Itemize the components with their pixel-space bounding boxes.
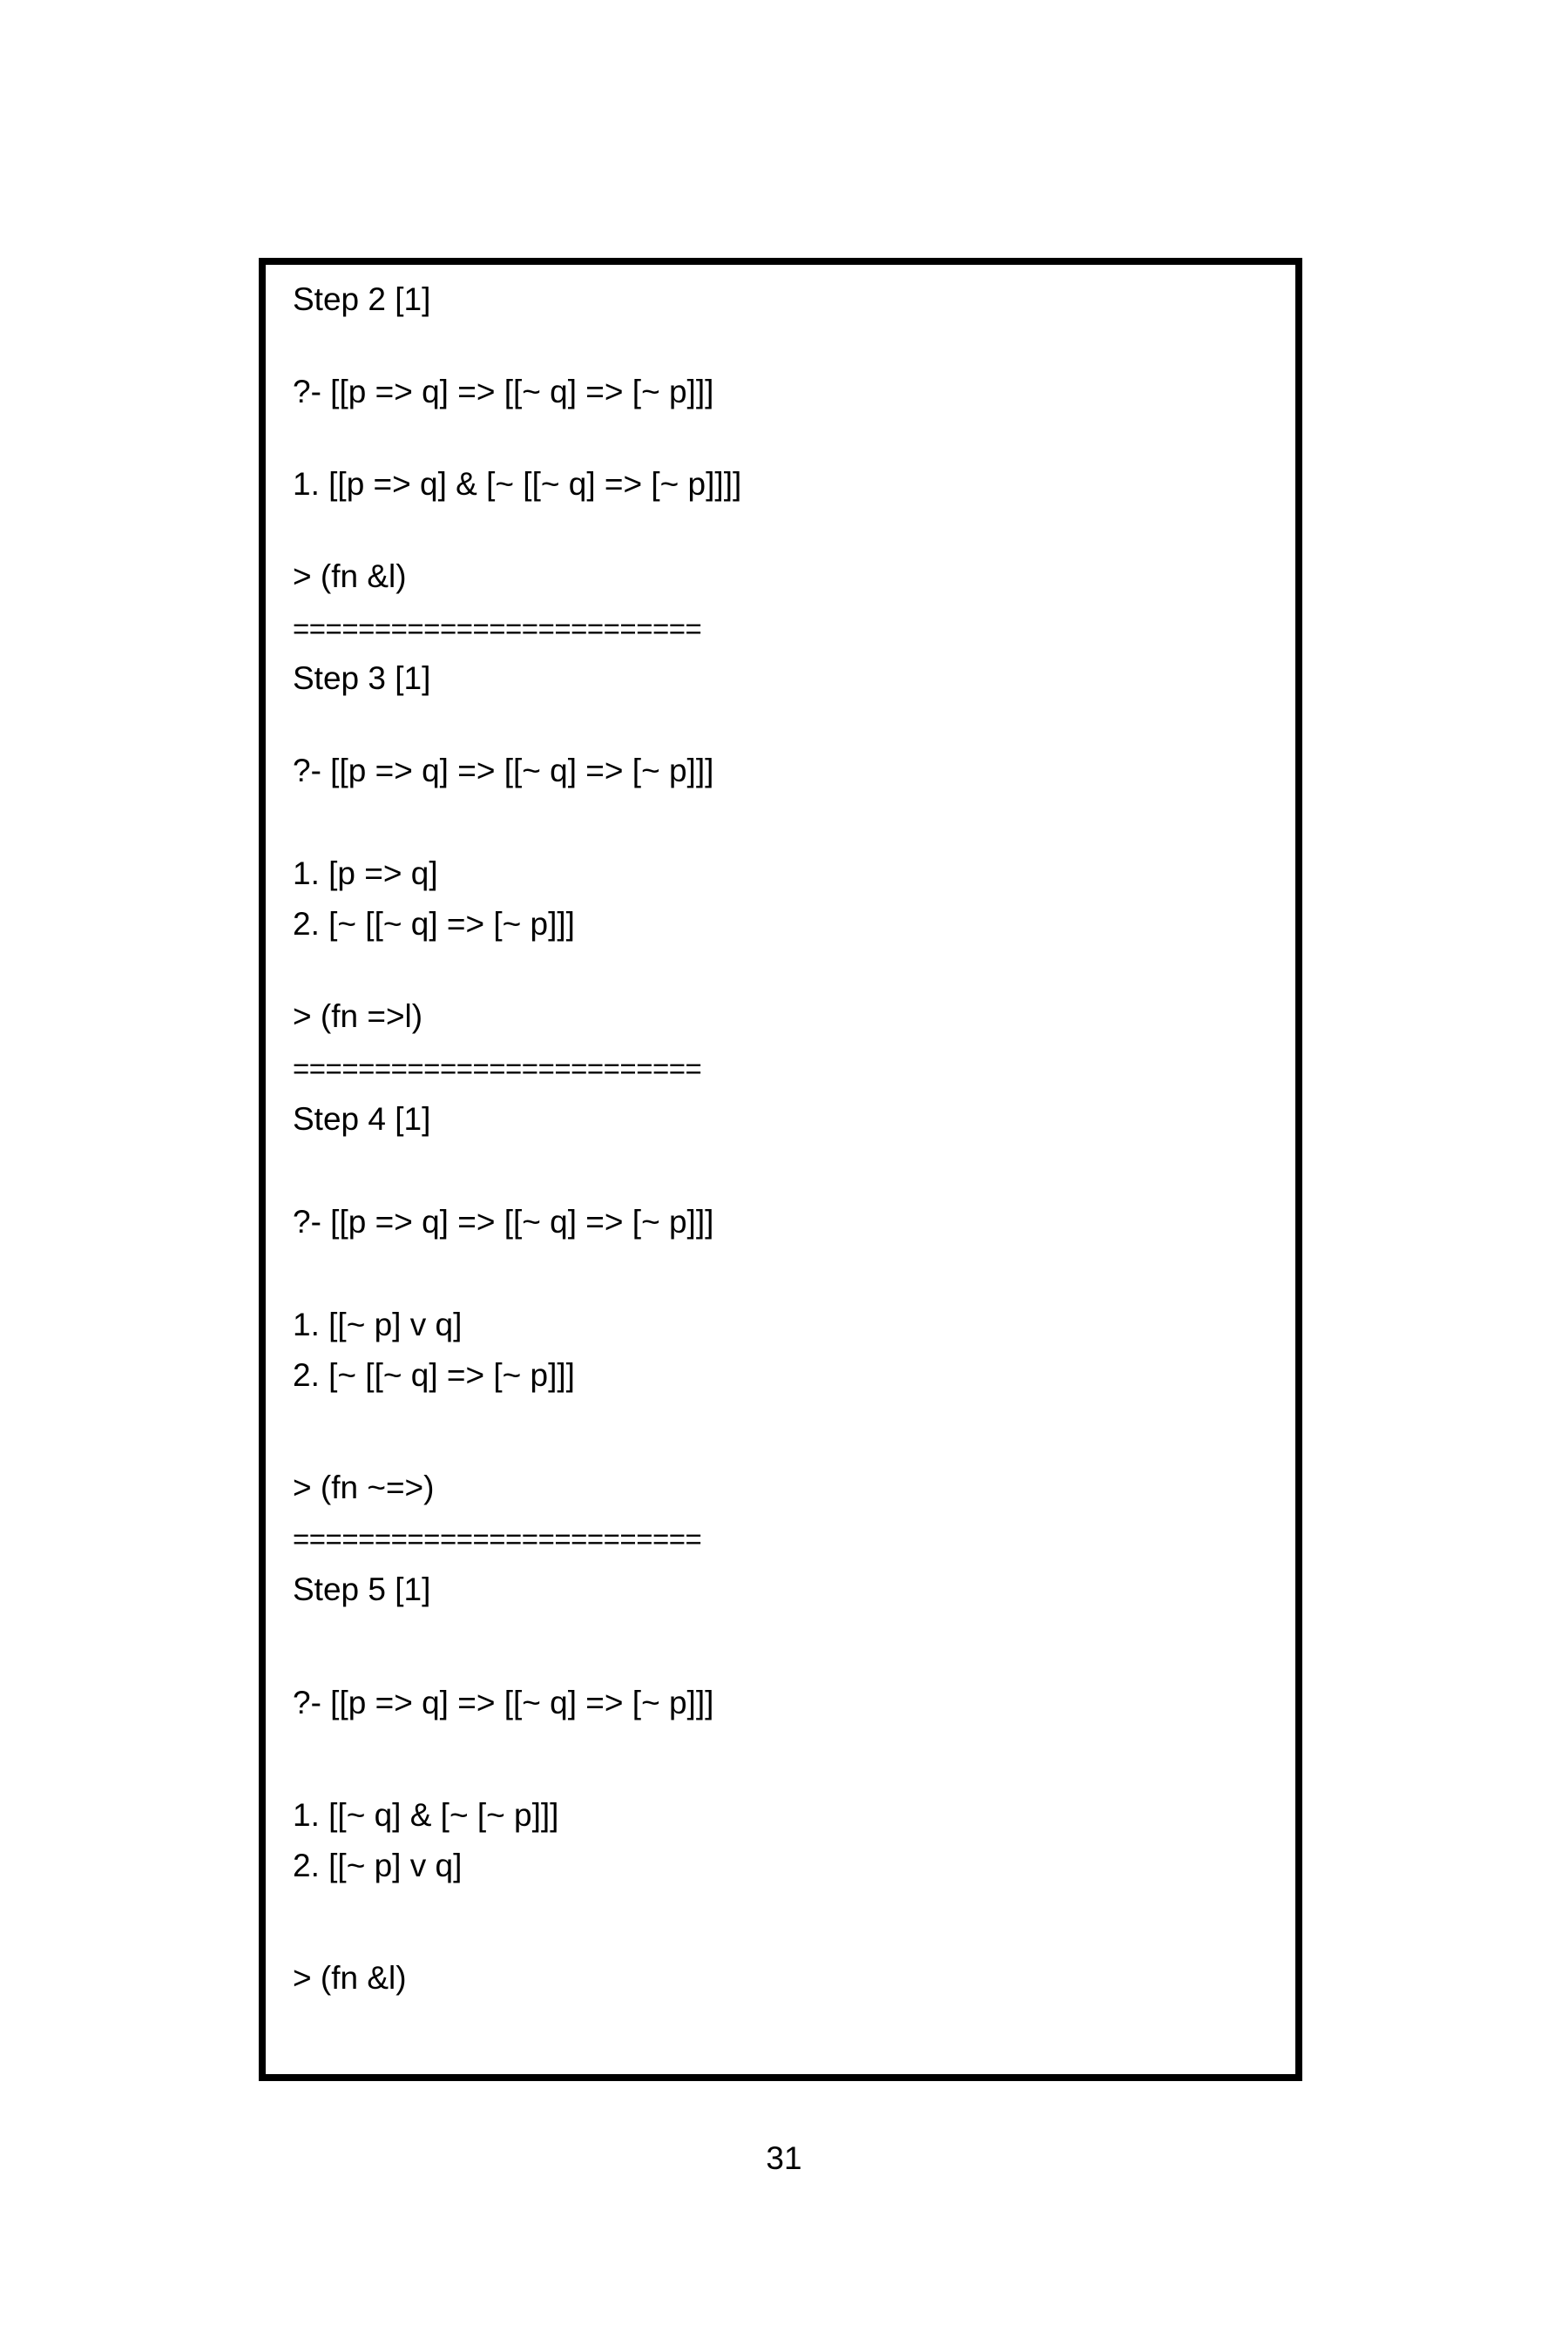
clause-line: 1. [p => q]	[293, 855, 438, 891]
query-line: ?- [[p => q] => [[~ q] => [~ p]]]	[293, 374, 714, 409]
query-line: ?- [[p => q] => [[~ q] => [~ p]]]	[293, 1685, 714, 1720]
page-number: 31	[766, 2140, 802, 2176]
separator-rule: =========================	[293, 1052, 702, 1085]
query-line: ?- [[p => q] => [[~ q] => [~ p]]]	[293, 1204, 714, 1240]
step-header: Step 5 [1]	[293, 1571, 431, 1607]
clause-line: 2. [~ [[~ q] => [~ p]]]	[293, 1357, 575, 1393]
separator-rule: =========================	[293, 1523, 702, 1555]
command-line: > (fn &l)	[293, 558, 407, 594]
step-header: Step 4 [1]	[293, 1101, 431, 1137]
query-line: ?- [[p => q] => [[~ q] => [~ p]]]	[293, 753, 714, 788]
command-line: > (fn &l)	[293, 1960, 407, 1996]
step-header: Step 2 [1]	[293, 281, 431, 317]
clause-line: 1. [[~ p] v q]	[293, 1307, 463, 1342]
clause-line: 1. [[p => q] & [~ [[~ q] => [~ p]]]]	[293, 466, 742, 502]
step-header: Step 3 [1]	[293, 660, 431, 696]
command-line: > (fn =>l)	[293, 998, 423, 1034]
separator-rule: =========================	[293, 612, 702, 645]
command-line: > (fn ~=>)	[293, 1470, 435, 1505]
clause-line: 1. [[~ q] & [~ [~ p]]]	[293, 1797, 559, 1833]
clause-line: 2. [[~ p] v q]	[293, 1848, 463, 1883]
clause-line: 2. [~ [[~ q] => [~ p]]]	[293, 906, 575, 942]
